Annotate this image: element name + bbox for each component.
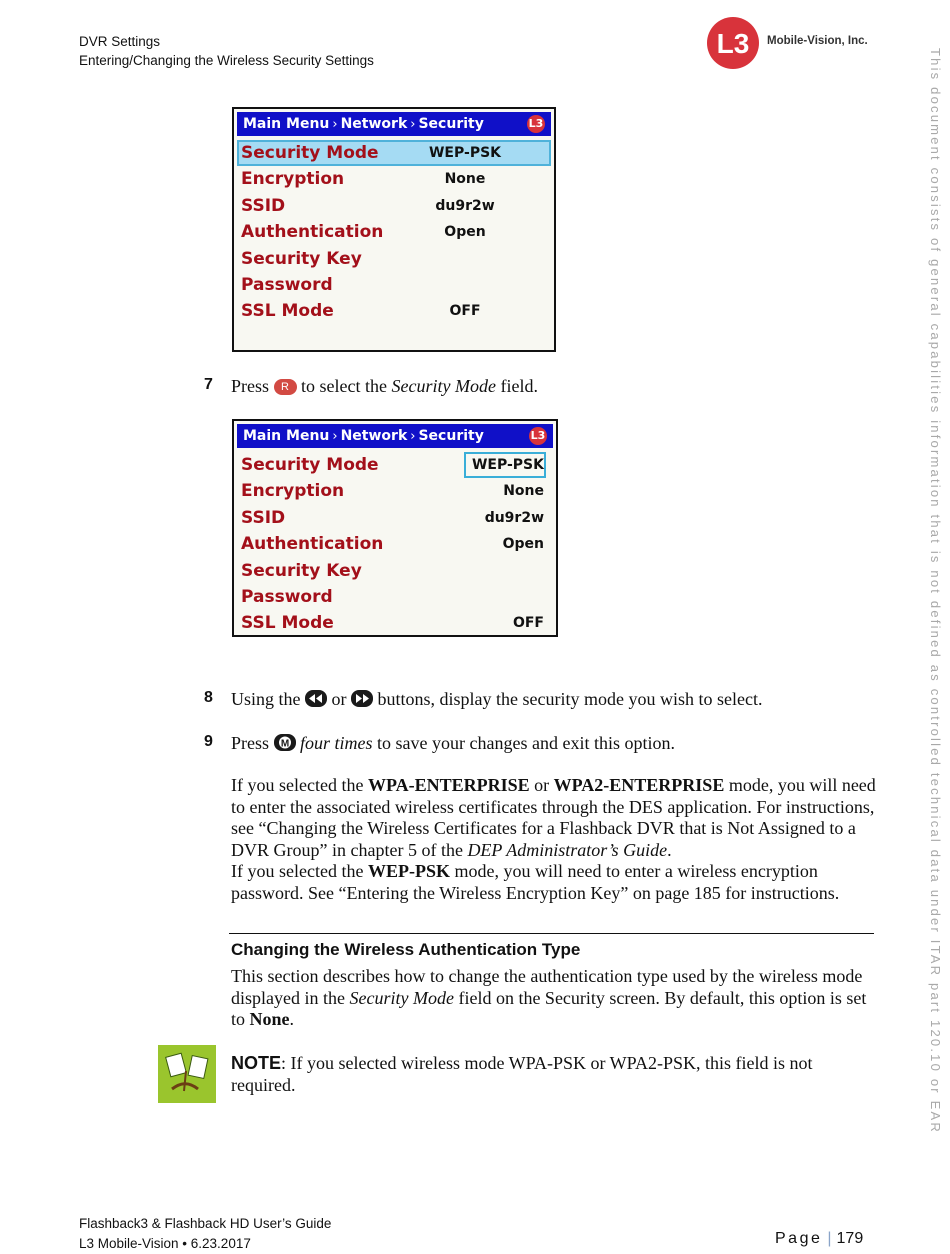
setting-row-security-mode[interactable] [234,140,554,166]
l3-logo-icon [705,16,765,70]
setting-label: SSL Mode [241,613,334,633]
chevron-right-icon: › [332,429,338,444]
step-emphasis: four times [300,733,373,753]
section-divider [229,933,874,934]
svg-text:M: M [280,738,289,750]
page-footer [79,1214,331,1254]
dvr-security-screen-2 [232,419,558,637]
step-text: field. [500,376,538,396]
step-7-text [231,375,538,397]
section-paragraph: This section describes how to change the authentication type used by the wireless mode displayed in the Security Mode field on the Security screen. By default, this option is set to None. [231,966,867,1029]
page-number [775,1230,863,1248]
dvr-security-screen-1 [232,107,556,352]
company-logo [705,16,875,70]
page-separator: | [827,1230,832,1247]
setting-row-security-key[interactable] [234,558,556,584]
chevron-right-icon: › [410,117,416,132]
setting-label: Security Key [241,249,362,269]
crumb-security: Security [418,116,484,132]
crumb-main-menu: Main Menu [243,428,330,444]
crumb-security: Security [418,428,484,444]
step-8-text [231,688,762,710]
page-label: Page [775,1230,823,1247]
note-label: NOTE [231,1053,282,1073]
setting-label: Security Key [241,561,362,581]
setting-label: SSID [241,196,286,216]
page-number-value: 179 [836,1230,864,1247]
setting-row-ssl-mode[interactable] [234,610,556,636]
setting-value: WEP-PSK [428,145,502,161]
step-text: Using the [231,689,301,709]
setting-value: OFF [512,615,544,631]
footer-guide-title: Flashback3 & Flashback HD User’s Guide [79,1216,332,1231]
note-icon [158,1045,216,1103]
setting-row-authentication[interactable] [234,531,556,557]
setting-row-ssid[interactable] [234,193,554,219]
setting-row-security-key[interactable] [234,246,554,272]
step-text: Press [231,376,270,396]
crumb-main-menu: Main Menu [243,116,330,132]
screen-breadcrumb [237,112,551,136]
setting-value: du9r2w [484,510,544,526]
footer-company-date: L3 Mobile-Vision • 6.23.2017 [79,1236,251,1251]
r-button-icon: R [274,379,297,395]
setting-value: Open [444,224,486,240]
setting-row-encryption[interactable] [234,478,556,504]
l3-mini-logo-icon: L3 [529,427,547,445]
header-section: Entering/Changing the Wireless Security Settings [79,53,374,68]
menu-button-icon [274,734,296,751]
setting-label: Encryption [241,169,345,189]
field-name: Security Mode [391,376,496,396]
setting-label: SSID [241,508,286,528]
l3-mini-logo-icon: L3 [527,115,545,133]
setting-label: Password [241,275,333,295]
screen-breadcrumb [237,424,553,448]
crumb-network: Network [340,116,408,132]
setting-value: OFF [449,303,481,319]
logo-text: Mobile-Vision, Inc. [767,35,868,47]
step-text: to select the [301,376,387,396]
setting-label: Password [241,587,333,607]
setting-row-password[interactable] [234,272,554,298]
setting-label: Authentication [241,534,384,554]
watermark-text: This document consists of general capabilities information that is not defined as controlled technical data under ITAR part 120.10 or EAR [928,48,943,1134]
header-chapter: DVR Settings [79,34,161,49]
step-text: buttons, display the security mode you wish to select. [377,689,763,709]
wep-psk-paragraph: If you selected the WEP-PSK mode, you will need to enter a wireless encryption password. See “Entering the Wireless Encryption Key” on page 185 for instructions. [231,861,840,903]
setting-row-authentication[interactable] [234,219,554,245]
setting-label: Encryption [241,481,345,501]
rewind-button-icon [305,690,327,707]
export-control-watermark [928,48,948,1228]
section-heading: Changing the Wireless Authentication Type [231,940,581,959]
setting-label: SSL Mode [241,301,334,321]
step-text: or [331,689,347,709]
setting-value: Open [502,536,544,552]
enterprise-paragraph: If you selected the WPA-ENTERPRISE or WPA2-ENTERPRISE mode, you will need to enter the associated wireless certificates through the DES application. For instructions, see “Changing the Wireless Certificates for a Flashback DVR that is Not Assigned to a DVR Group” in chapter 5 of the DEP Administrator’s Guide. [231,775,876,860]
step-text: to save your changes and exit this option. [377,733,675,753]
note-text: NOTE: If you selected wireless mode WPA-PSK or WPA2-PSK, this field is not required. [231,1053,813,1095]
setting-row-encryption[interactable] [234,166,554,192]
step-9-text [231,732,675,754]
setting-row-ssl-mode[interactable] [234,298,554,324]
crumb-network: Network [340,428,408,444]
step-number: 9 [204,733,213,750]
setting-row-ssid[interactable] [234,505,556,531]
step-number: 8 [204,689,213,706]
setting-value: None [503,483,544,499]
logo-mark: L3 [716,28,750,59]
setting-value: du9r2w [435,198,495,214]
info-paragraphs [231,775,876,904]
setting-row-password[interactable] [234,584,556,610]
setting-row-security-mode[interactable] [234,452,556,478]
setting-value: None [444,171,486,187]
setting-value: WEP-PSK [471,457,544,473]
setting-label: Authentication [241,222,384,242]
step-number: 7 [204,376,213,393]
chevron-right-icon: › [410,429,416,444]
setting-label: Security Mode [241,455,379,475]
setting-label: Security Mode [241,143,379,163]
step-text: Press [231,733,270,753]
chevron-right-icon: › [332,117,338,132]
page-header [79,32,374,70]
fast-forward-button-icon [351,690,373,707]
